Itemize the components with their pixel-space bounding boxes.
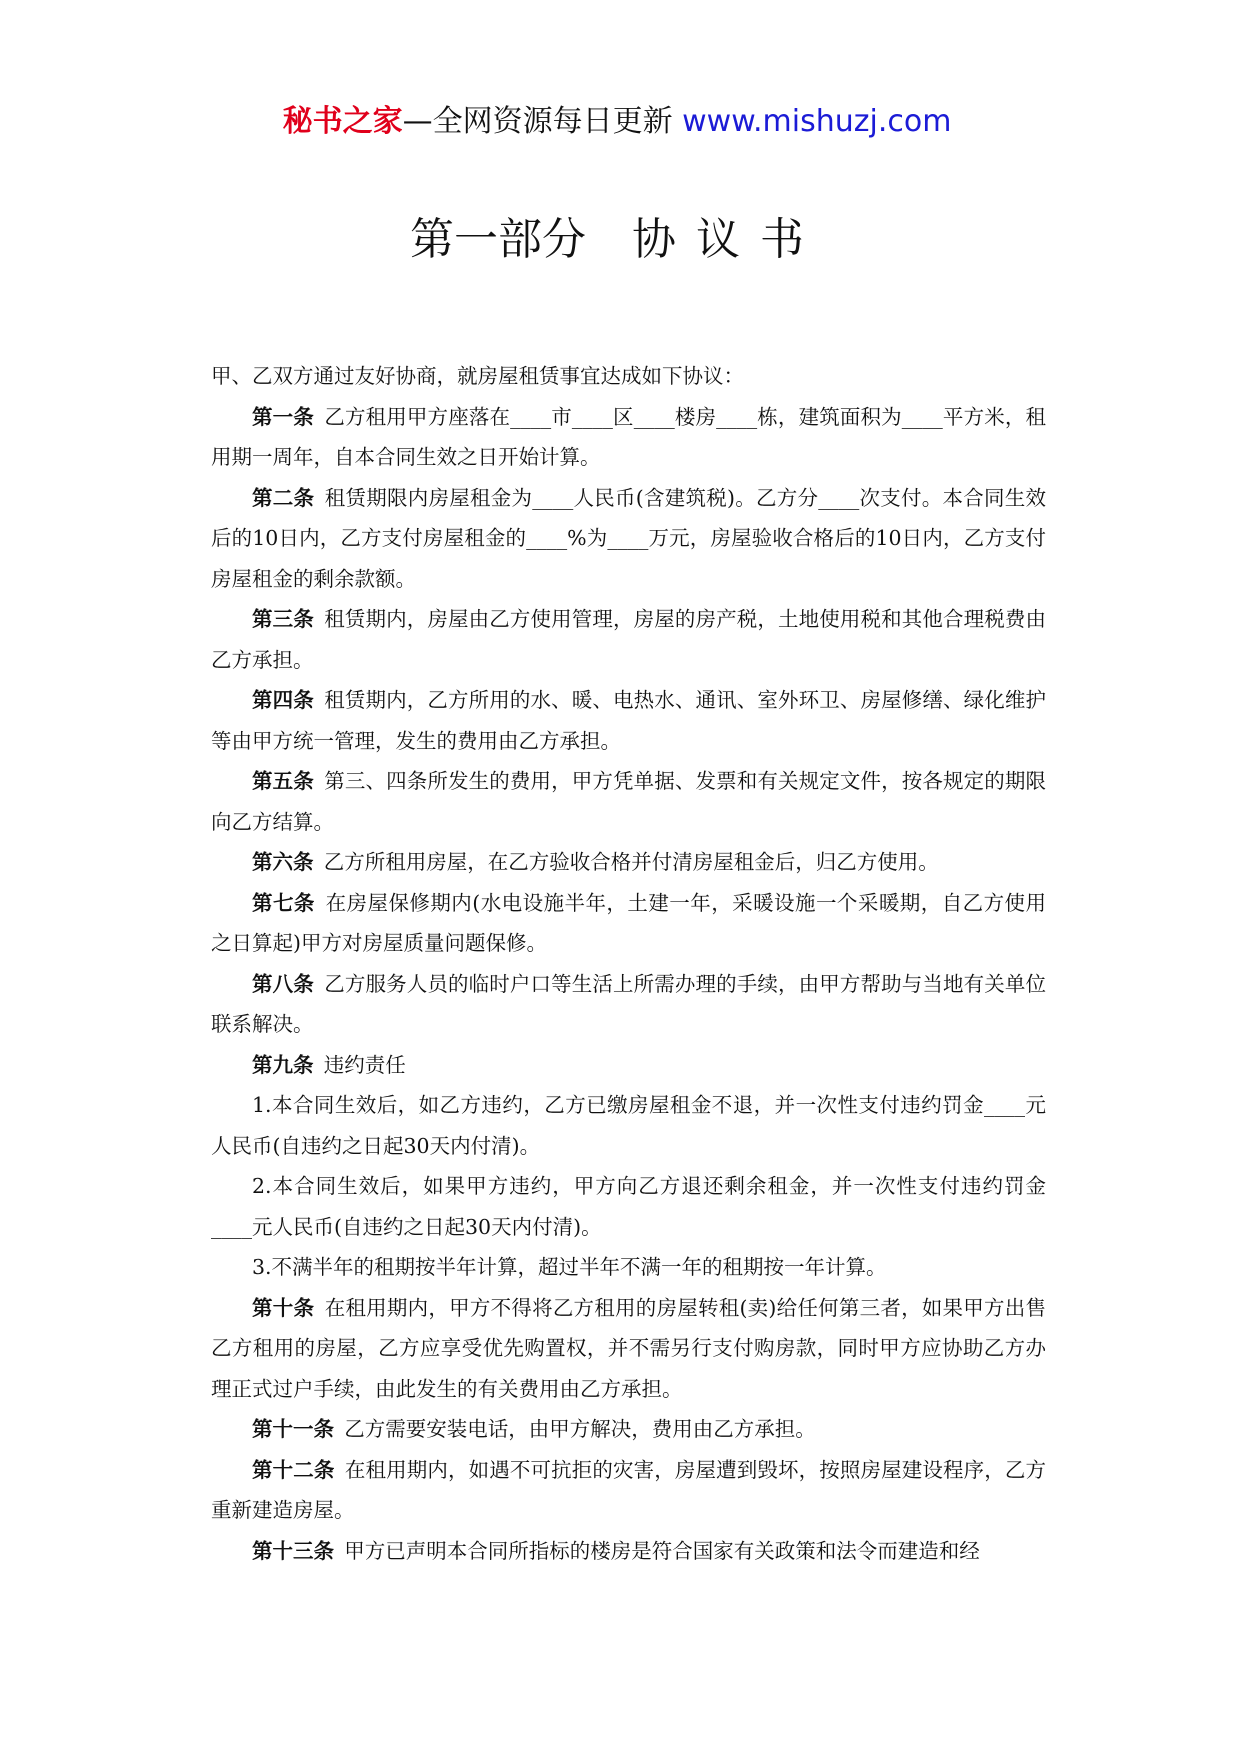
article-paragraph — [211, 1045, 1046, 1086]
site-brand: 秘书之家 — [282, 104, 403, 139]
paragraph-text: 甲方已声明本合同所指标的楼房是符合国家有关政策和法令而建造和经 — [344, 1538, 980, 1563]
article-label: 第八条 — [252, 971, 314, 996]
article-paragraph — [211, 397, 1046, 478]
paragraph-text: 租赁期内，房屋由乙方使用管理，房屋的房产税，土地使用税和其他合理税费由乙方承担。 — [211, 607, 1046, 672]
paragraph — [211, 356, 1046, 397]
paragraph-text: 2.本合同生效后，如果甲方违约，甲方向乙方退还剩余租金，并一次性支付违约罚金____元人民币(自违约之日起30天内付清)。 — [211, 1174, 1046, 1239]
article-paragraph — [211, 1450, 1046, 1531]
title-name: 协议书 — [632, 214, 824, 265]
title-part: 第一部分 — [410, 214, 586, 265]
article-label: 第十三条 — [252, 1538, 334, 1563]
article-label: 第七条 — [252, 890, 315, 915]
paragraph — [211, 1247, 1046, 1288]
site-tagline: —全网资源每日更新 — [402, 104, 673, 139]
article-paragraph — [211, 1409, 1046, 1450]
paragraph-text: 违约责任 — [323, 1052, 406, 1077]
paragraph-text: 在租用期内，甲方不得将乙方租用的房屋转租(卖)给任何第三者，如果甲方出售乙方租用的房屋，乙方应享受优先购置权，并不需另行支付购房款，同时甲方应协助乙方办理正式过户手续，由此发生的有关费用由乙方承担。 — [211, 1295, 1047, 1401]
article-paragraph — [211, 842, 1046, 883]
paragraph-text: 乙方所租用房屋，在乙方验收合格并付清房屋租金后，归乙方使用。 — [323, 850, 939, 874]
article-paragraph — [211, 1531, 1046, 1572]
article-label: 第四条 — [252, 688, 314, 712]
paragraph-text: 乙方服务人员的临时户口等生活上所需办理的手续，由甲方帮助与当地有关单位联系解决。 — [211, 971, 1046, 1036]
article-paragraph — [211, 1288, 1046, 1410]
article-paragraph — [211, 680, 1046, 761]
article-label: 第一条 — [252, 404, 314, 429]
paragraph-text: 3.不满半年的租期按半年计算，超过半年不满一年的租期按一年计算。 — [252, 1255, 887, 1279]
article-paragraph — [211, 478, 1046, 600]
paragraph-text: 在房屋保修期内(水电设施半年，土建一年，采暖设施一个采暖期，自乙方使用之日算起)甲方对房屋质量问题保修。 — [211, 890, 1047, 955]
article-label: 第五条 — [252, 769, 314, 793]
paragraph — [211, 1085, 1046, 1166]
article-paragraph — [211, 761, 1046, 842]
paragraph-text: 甲、乙双方通过友好协商，就房屋租赁事宜达成如下协议： — [211, 364, 744, 388]
article-label: 第十二条 — [252, 1457, 335, 1482]
paragraph-text: 租赁期限内房屋租金为____人民币(含建筑税)。乙方分____次支付。本合同生效后的10日内，乙方支付房屋租金的____%为____万元，房屋验收合格后的10日内，乙方支付房屋租金的剩余款额。 — [211, 485, 1046, 591]
article-label: 第三条 — [252, 607, 314, 631]
article-paragraph — [211, 599, 1046, 680]
paragraph-text: 1.本合同生效后，如乙方违约，乙方已缴房屋租金不退，并一次性支付违约罚金____元人民币(自违约之日起30天内付清)。 — [211, 1093, 1046, 1158]
document-title — [0, 210, 1234, 270]
paragraph-text: 乙方需要安装电话，由甲方解决，费用由乙方承担。 — [344, 1417, 816, 1441]
paragraph-text: 租赁期内，乙方所用的水、暖、电热水、通讯、室外环卫、房屋修缮、绿化维护等由甲方统一管理，发生的费用由乙方承担。 — [211, 688, 1046, 753]
paragraph-text: 乙方租用甲方座落在____市____区____楼房____栋，建筑面积为____平方米，租用期一周年，自本合同生效之日开始计算。 — [211, 404, 1047, 469]
paragraph — [211, 1166, 1046, 1247]
article-label: 第二条 — [252, 485, 315, 510]
paragraph-text: 在租用期内，如遇不可抗拒的灾害，房屋遭到毁坏，按照房屋建设程序，乙方重新建造房屋。 — [211, 1457, 1046, 1522]
paragraph-text: 第三、四条所发生的费用，甲方凭单据、发票和有关规定文件，按各规定的期限向乙方结算。 — [211, 769, 1046, 834]
article-label: 第十一条 — [252, 1417, 334, 1441]
article-label: 第六条 — [252, 850, 314, 874]
site-header — [0, 100, 1234, 144]
document-body — [211, 356, 1046, 1571]
article-paragraph — [211, 883, 1046, 964]
site-url-link[interactable]: www.mishuzj.com — [682, 104, 952, 139]
article-paragraph — [211, 964, 1046, 1045]
article-label: 第十条 — [252, 1295, 315, 1320]
article-label: 第九条 — [252, 1052, 314, 1077]
